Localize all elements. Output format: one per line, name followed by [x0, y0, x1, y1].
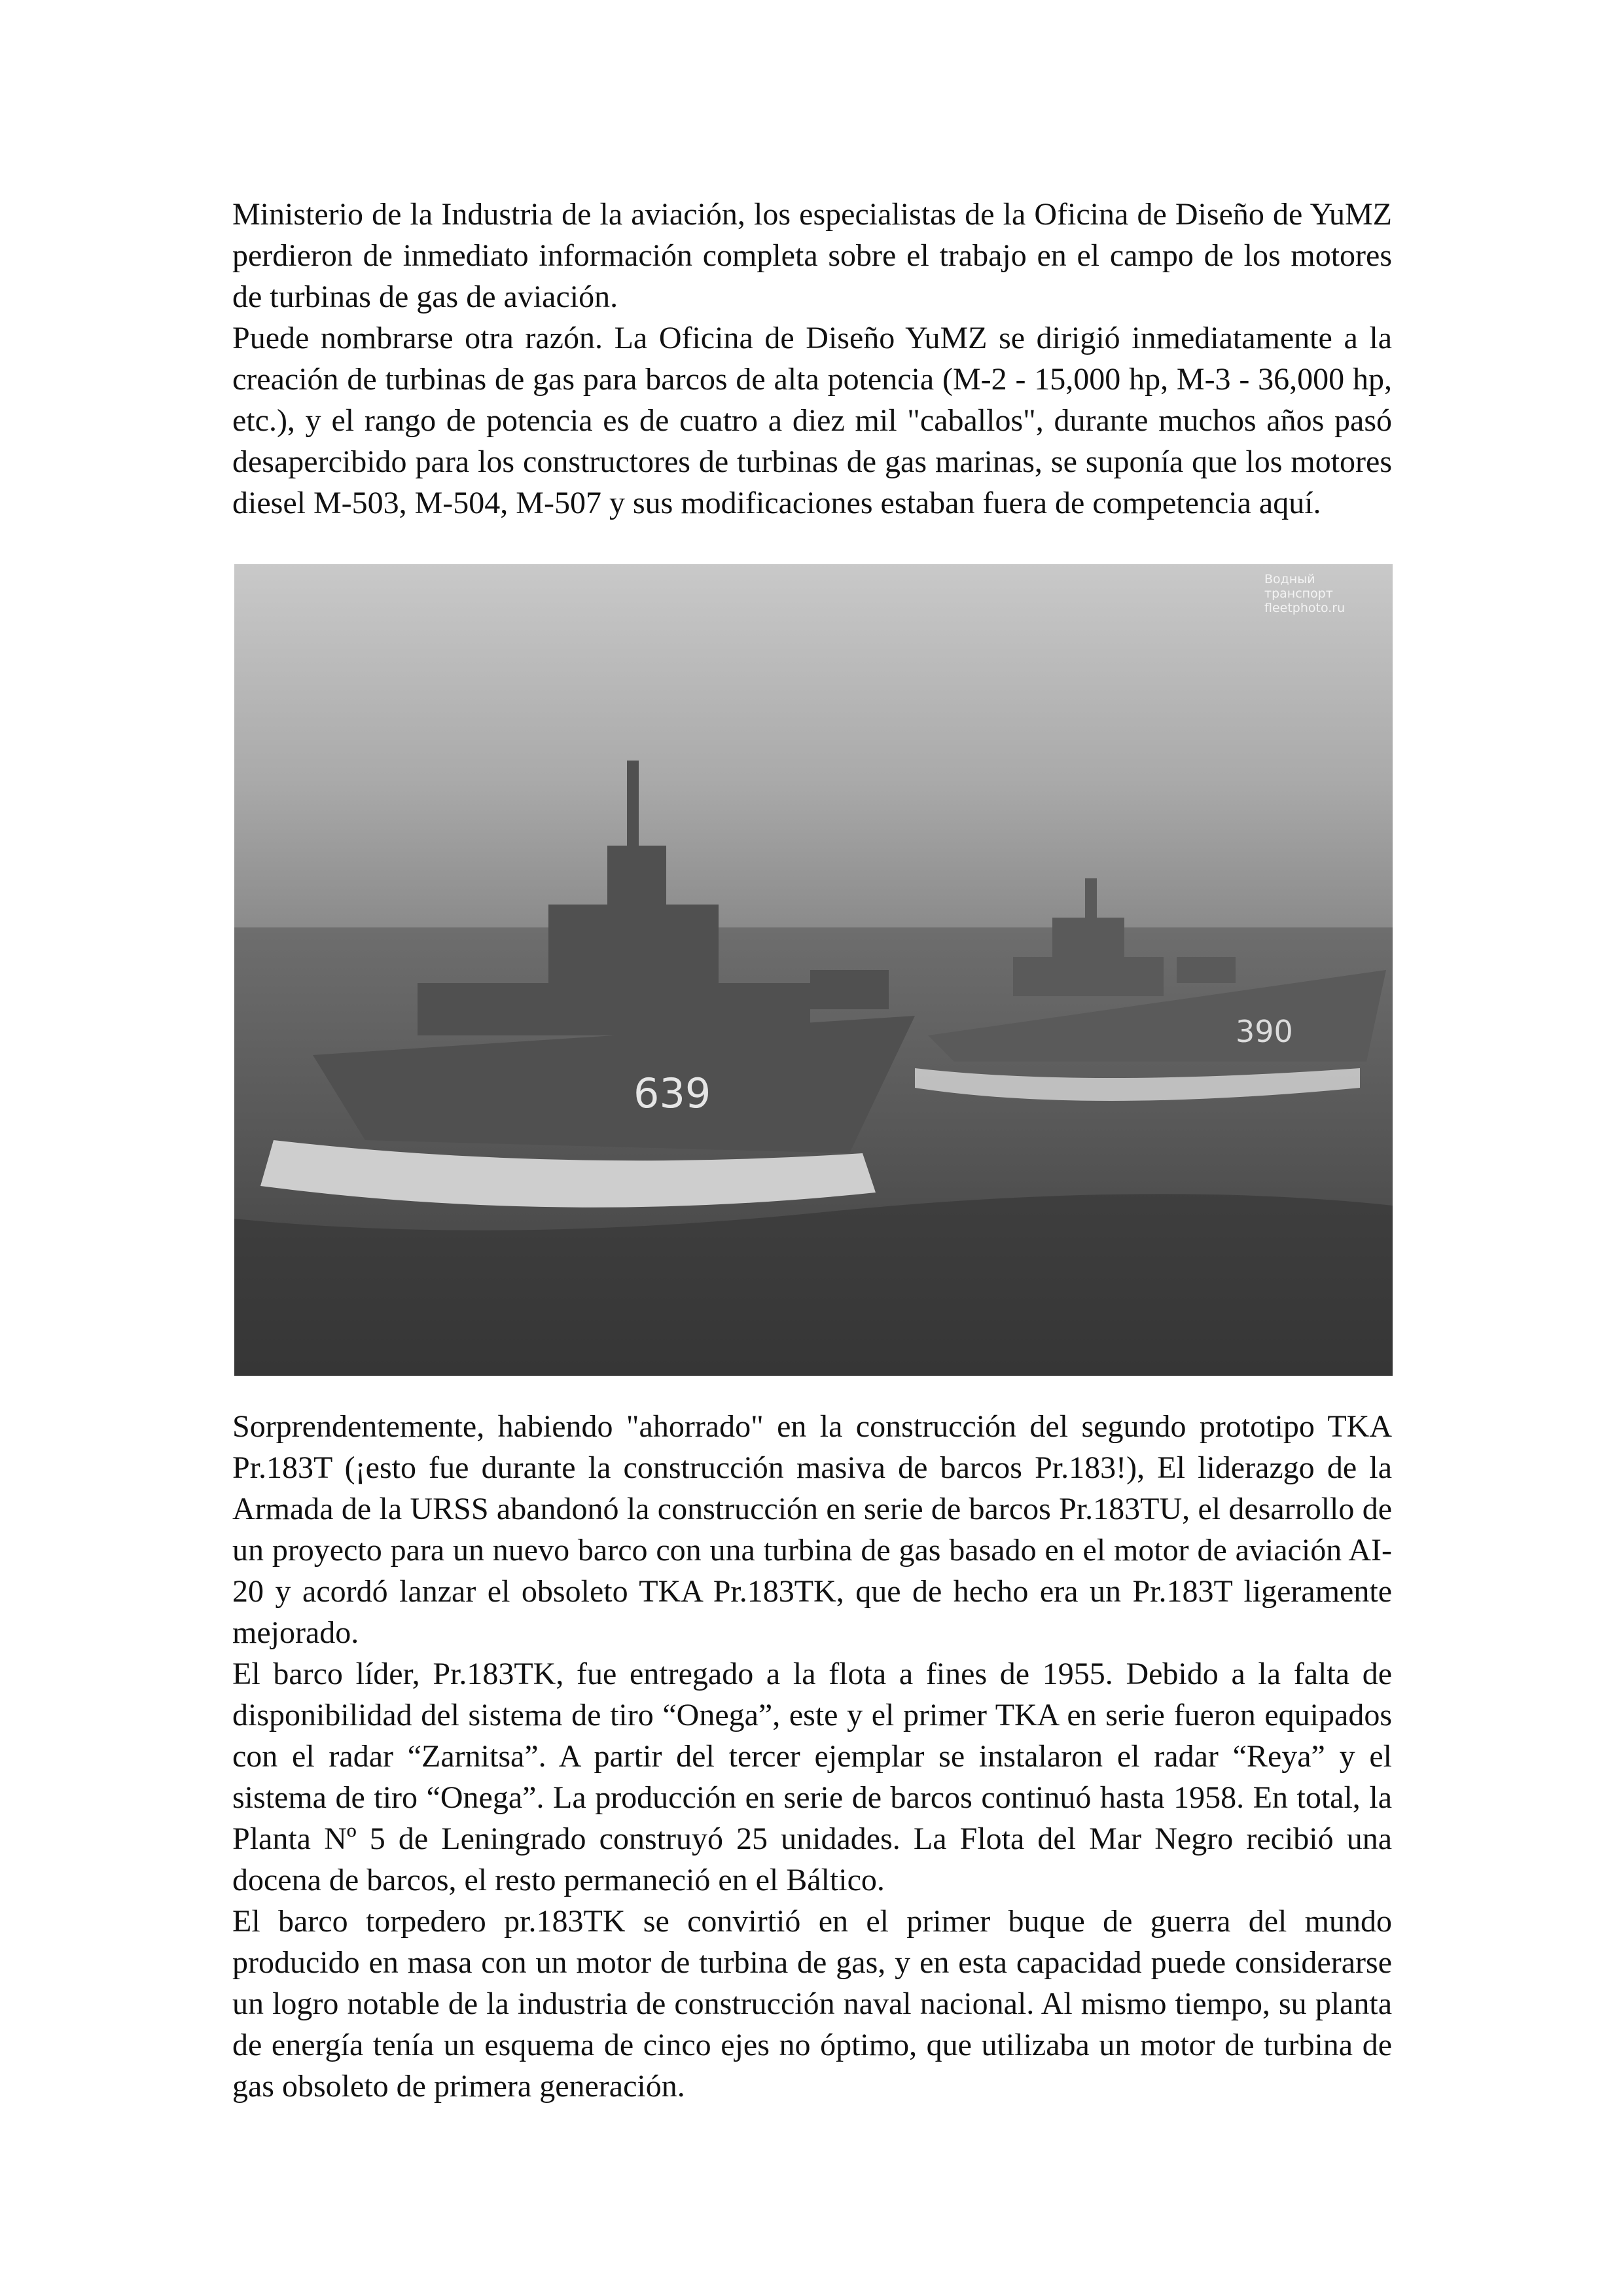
paragraph: Puede nombrarse otra razón. La Oficina de Diseño YuMZ se dirigió inmediatamente a la creación de turbinas de gas para barcos de alta potencia (M-2 - 15,000 hp, M-3 - 36,000 hp, etc.), y el rango de potencia es de cuatro a diez mil "caballos", durante muchos años pasó desapercibido para los constructores de turbinas de gas marinas, se suponía que los motores diesel M-503, M-504, M-507 y sus modificaciones estaban fuera de competencia aquí.	[232, 321, 1392, 520]
watermark-line: транспорт	[1264, 586, 1333, 601]
watermark-line: Водный	[1264, 572, 1315, 586]
hull-number-rear: 390	[1236, 1014, 1293, 1049]
torpedo-boats-photo	[234, 564, 1393, 1376]
text-block-bottom	[232, 1406, 1392, 2107]
text-block-top	[232, 194, 1392, 524]
watermark-line: fleetphoto.ru	[1264, 601, 1346, 615]
photo-illustration	[234, 564, 1393, 1376]
paragraph: Sorprendentemente, habiendo "ahorrado" en la construcción del segundo prototipo TKA Pr.183T (¡esto fue durante la construcción masiva de barcos Pr.183!), El liderazgo de la Armada de la URSS abandonó la construcción en serie de barcos Pr.183TU, el desarrollo de un proyecto para un nuevo barco con una turbina de gas basado en el motor de aviación AI-20 y acordó lanzar el obsoleto TKA Pr.183TK, que de hecho era un Pr.183T ligeramente mejorado.	[232, 1409, 1392, 1650]
paragraph: El barco líder, Pr.183TK, fue entregado a la flota a fines de 1955. Debido a la falta de disponibilidad del sistema de tiro “Onega”, este y el primer TKA en serie fueron equipados con el radar “Zarnitsa”. A partir del tercer ejemplar se instalaron el radar “Reya” y el sistema de tiro “Onega”. La producción en serie de barcos continuó hasta 1958. En total, la Planta Nº 5 de Leningrado construyó 25 unidades. La Flota del Mar Negro recibió una docena de barcos, el resto permaneció en el Báltico.	[232, 1657, 1392, 1897]
paragraph: Ministerio de la Industria de la aviación, los especialistas de la Oficina de Diseño de YuMZ perdieron de inmediato información completa sobre el trabajo en el campo de los motores de turbinas de gas de aviación.	[232, 197, 1392, 314]
hull-number-front: 639	[633, 1069, 711, 1117]
paragraph: El barco torpedero pr.183TK se convirtió en el primer buque de guerra del mundo producido en masa con un motor de turbina de gas, y en esta capacidad puede considerarse un logro notable de la industria de construcción naval nacional. Al mismo tiempo, su planta de energía tenía un esquema de cinco ejes no óptimo, que utilizaba un motor de turbina de gas obsoleto de primera generación.	[232, 1904, 1392, 2104]
watermark	[1264, 572, 1376, 615]
